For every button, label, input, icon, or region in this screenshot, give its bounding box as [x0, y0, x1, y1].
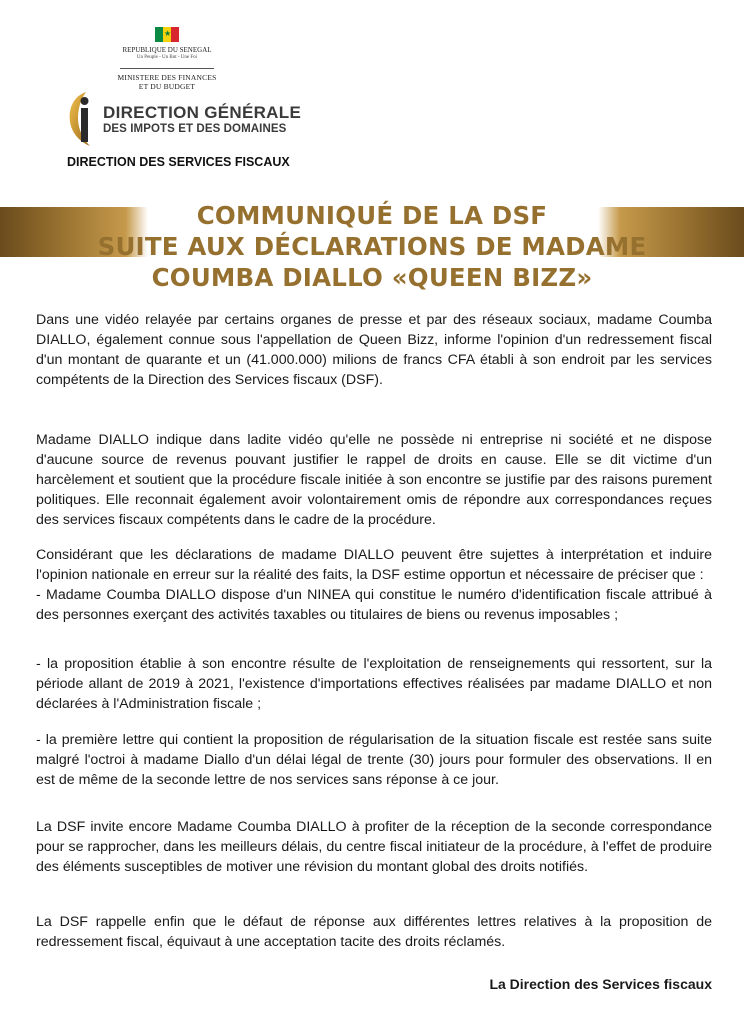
paragraph-5: - la première lettre qui contient la proposition de régularisation de la situation fiscale est restée sans suite malgré l'octroi à madame Diallo d'un délai légal de trente (30) jours pour formuler des observations. Il en est de même de la seconde lettre de nos services sans réponse à ce jour.: [36, 732, 712, 788]
agency-name-line2: DES IMPOTS ET DES DOMAINES: [103, 123, 287, 135]
ministry-name: MINISTERE DES FINANCES ET DU BUDGET: [117, 73, 217, 91]
letterhead: [0, 0, 744, 180]
paragraph-1: Dans une vidéo relayée par certains organes de presse et par des réseaux sociaux, madame Coumba DIALLO, également connue sous l'appellation de Queen Bizz, informe l'opinion d'un redressement fiscal d'un montant de quarante et un (41.000.000) milions de francs CFA établi à son endroit par les services compétents de la Direction des Services fiscaux (DSF).: [36, 312, 712, 388]
title-line-1: COMMUNIQUÉ DE LA DSF: [196, 201, 548, 230]
senegal-flag-icon: ★: [155, 27, 179, 42]
department-name: DIRECTION DES SERVICES FISCAUX: [67, 155, 290, 169]
paragraph-7: La DSF rappelle enfin que le défaut de réponse aux différentes lettres relatives à la proposition de redressement fiscal, équivaut à une acceptation tacite des droits réclamés.: [36, 914, 712, 950]
republic-name: REPUBLIQUE DU SENEGAL: [122, 46, 212, 54]
title-line-3: COUMBA DIALLO «QUEEN BIZZ»: [151, 263, 593, 292]
title-line-2: SUITE AUX DÉCLARATIONS DE MADAME: [97, 232, 647, 261]
paragraph-6: La DSF invite encore Madame Coumba DIALLO à profiter de la réception de la seconde correspondance pour se rapprocher, dans les meilleurs délais, du centre fiscal initiateur de la procédure, à l'effet de produire des éléments susceptibles de motiver une révision du montant global des droits notifiés.: [36, 819, 712, 875]
header-divider: [120, 68, 214, 69]
paragraph-4: - la proposition établie à son encontre résulte de l'exploitation de renseignements qui ressortent, sur la période allant de 2019 à 2021, l'existence d'importations effectives réalisées par madame DIALLO et non déclarées à l'Administration fiscale ;: [36, 656, 712, 712]
national-motto: Un Peuple - Un But - Une Foi: [136, 55, 198, 60]
signature: La Direction des Services fiscaux: [489, 976, 712, 992]
paragraph-2: Madame DIALLO indique dans ladite vidéo qu'elle ne possède ni entreprise ni société et ne dispose d'aucune source de revenus pouvant justifier le rappel de droits en cause. Elle se dit victime d'un harcèlement et soutient que la procédure fiscale initiée à son encontre se justifie par des raisons purement politiques. Elle reconnait également avoir volontairement omis de répondre aux correspondances reçues des services fiscaux compétents dans le cadre de la procédure.: [36, 432, 712, 528]
agency-name-line1: DIRECTION GÉNÉRALE: [103, 103, 302, 122]
page-title: [80, 200, 664, 293]
dgid-logo-icon: [64, 88, 100, 148]
paragraph-3: Considérant que les déclarations de madame DIALLO peuvent être sujettes à interprétation et induire l'opinion nationale en erreur sur la réalité des faits, la DSF estime opportun et nécessaire de préciser que : - Madame Coumba DIALLO dispose d'un NINEA qui constitue le numéro d'identification fiscale attribué à des personnes exerçant des activités taxables ou titulaires de biens ou revenus imposables ;: [36, 547, 712, 623]
